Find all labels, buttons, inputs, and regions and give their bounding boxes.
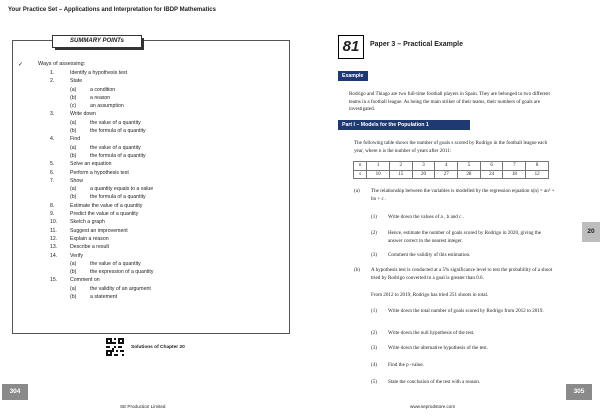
list-item: 8. Estimate the value of a quantity (50, 202, 143, 209)
data-table (353, 161, 549, 179)
list-subitem: (a) the validity of an argument (70, 285, 151, 292)
page-number-right: 305 (566, 384, 592, 400)
list-item: 10. Sketch a graph (50, 219, 105, 226)
list-item: 1. Identify a hypothesis test (50, 70, 128, 76)
list-item: 6. Perform a hypothesis test (50, 169, 129, 176)
table-cell: 18 (503, 170, 526, 179)
list-subitem: (a) a quantity equals to a value (70, 186, 154, 193)
list-subitem: (a) the value of a quantity (70, 260, 141, 267)
table-cell: 20 (412, 170, 435, 179)
list-subitem: (b) the formula of a quantity (70, 128, 146, 135)
table-cell: 6 (480, 162, 503, 171)
table-cell: 8 (526, 162, 549, 171)
list-subitem: (b) a reason (70, 94, 111, 101)
table-cell: 15 (389, 170, 412, 179)
table-cell: 5 (458, 162, 481, 171)
page-number-left: 304 (2, 384, 28, 400)
check-icon: ✓ (18, 62, 24, 68)
paper-title: Paper 3 – Practical Example (370, 41, 463, 48)
table-cell: 12 (526, 170, 549, 179)
table-cell: 28 (458, 170, 481, 179)
table-cell: 2 (389, 162, 412, 171)
table-cell: 7 (503, 162, 526, 171)
question-b-info: From 2012 to 2019, Rodrigo has tried 251 shoots in total. (371, 292, 489, 298)
list-item: 15. Comment on (50, 277, 100, 284)
list-subitem: (b) the formula of a quantity (70, 152, 146, 159)
table-header: s (354, 170, 367, 179)
paper-number: 81 (338, 35, 364, 59)
example-label: Example (338, 71, 368, 81)
part-label: Part I – Models for the Population 1 (338, 120, 470, 130)
book-title: Your Practice Set – Applications and Interpretation for IBDP Mathematics (8, 7, 216, 13)
list-item: 7. Show (50, 177, 83, 184)
table-cell: 3 (412, 162, 435, 171)
example-intro: Rodrigo and Thiago are two full-time football players in Spain. They are belonged to two different teams in a football league. As being the main striker of their teams, their numbers of goals are investigated. (349, 91, 550, 112)
qr-code-icon[interactable] (106, 338, 124, 356)
list-subitem: (c) an assumption (70, 103, 124, 110)
list-item: 13. Describe a result (50, 244, 109, 251)
table-row-s (354, 170, 549, 179)
list-subitem: (a) the value of a quantity (70, 119, 141, 126)
solutions-label: Solutions of Chapter 20 (131, 345, 185, 350)
summary-tab: SUMMARY POINTs (52, 35, 142, 48)
list-item: 9. Predict the value of a quantity (50, 211, 139, 218)
table-header: n (354, 162, 367, 171)
footer-website[interactable]: www.seprodstore.com (410, 404, 456, 409)
part-intro: The following table shows the number of goals s scored by Rodrigo in the football league each year, where n is the number of years after 2011: (354, 140, 548, 154)
list-subitem: (a) the value of a quantity (70, 144, 141, 151)
list-item: 12. Explain a reason (50, 235, 109, 242)
list-item: 11. Suggest an improvement (50, 227, 128, 234)
list-subitem: (b) the expression of a quantity (70, 269, 154, 276)
table-cell: 27 (435, 170, 458, 179)
list-item: 2. State (50, 78, 83, 85)
list-subitem: (b) a statement (70, 294, 118, 301)
list-item: 5. Solve an equation (50, 161, 112, 168)
summary-list (50, 69, 280, 301)
table-row-n (354, 162, 549, 171)
table-cell: 24 (480, 170, 503, 179)
table-cell: 4 (435, 162, 458, 171)
list-subitem: (b) the formula of a quantity (70, 194, 146, 201)
list-subitem: (a) a condition (70, 86, 116, 93)
summary-heading: Ways of assessing: (38, 61, 86, 67)
table-cell: 1 (367, 162, 390, 171)
table-cell: 10 (367, 170, 390, 179)
list-item: 14. Verify (50, 252, 83, 259)
footer-publisher: SE Production Limited (120, 404, 166, 409)
chapter-tab[interactable]: 20 (582, 222, 600, 242)
list-item: 3. Write down (50, 111, 96, 118)
list-item: 4. Find (50, 136, 81, 143)
